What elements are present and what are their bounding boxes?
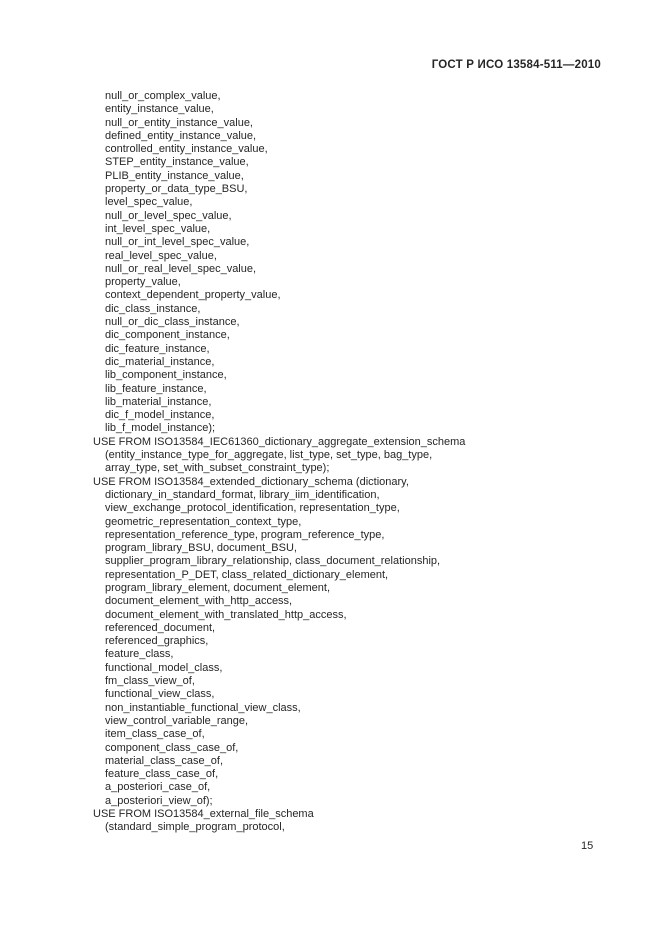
code-line: dic_class_instance, [105, 302, 201, 315]
code-line: view_exchange_protocol_identification, representation_type, [105, 502, 400, 515]
code-line: dic_material_instance, [105, 355, 215, 368]
code-listing [93, 90, 613, 835]
code-line: property_value, [105, 276, 181, 289]
code-line: lib_f_model_instance); [105, 422, 216, 435]
code-line: representation_reference_type, program_reference_type, [105, 528, 385, 541]
code-line: dictionary_in_standard_format, library_iim_identification, [105, 488, 380, 501]
code-line: fm_class_view_of, [105, 675, 195, 688]
code-line: representation_P_DET, class_related_dictionary_element, [105, 568, 389, 581]
code-line: context_dependent_property_value, [105, 289, 281, 302]
code-line: int_level_spec_value, [105, 222, 211, 235]
code-line: feature_class, [105, 648, 174, 661]
code-line: referenced_document, [105, 621, 216, 634]
code-line: a_posteriori_view_of); [105, 794, 213, 807]
code-line: real_level_spec_value, [105, 249, 217, 262]
code-line: item_class_case_of, [105, 728, 205, 741]
code-line: controlled_entity_instance_value, [105, 143, 268, 156]
code-line: material_class_case_of, [105, 754, 224, 767]
code-line: document_element_with_http_access, [105, 595, 293, 608]
code-line: a_posteriori_case_of, [105, 781, 211, 794]
code-line: lib_component_instance, [105, 369, 227, 382]
code-line: dic_component_instance, [105, 329, 230, 342]
code-line: program_library_BSU, document_BSU, [105, 542, 297, 555]
code-line: lib_material_instance, [105, 395, 212, 408]
code-line: functional_view_class, [105, 688, 215, 701]
code-line: component_class_case_of, [105, 741, 239, 754]
code-line: null_or_complex_value, [105, 90, 221, 102]
code-line: (entity_instance_type_for_aggregate, list_type, set_type, bag_type, [105, 449, 433, 462]
code-line: property_or_data_type_BSU, [105, 183, 248, 196]
code-line: (standard_simple_program_protocol, [105, 821, 285, 834]
code-line: STEP_entity_instance_value, [105, 156, 249, 169]
code-line: USE FROM ISO13584_external_file_schema [93, 808, 314, 821]
code-line: PLIB_entity_instance_value, [105, 169, 244, 182]
code-line: feature_class_case_of, [105, 768, 219, 781]
code-line: USE FROM ISO13584_extended_dictionary_schema (dictionary, [93, 475, 409, 488]
code-line: null_or_entity_instance_value, [105, 116, 253, 129]
code-line: non_instantiable_functional_view_class, [105, 701, 301, 714]
code-line: supplier_program_library_relationship, class_document_relationship, [105, 555, 441, 568]
code-line: entity_instance_value, [105, 103, 214, 116]
code-line: document_element_with_translated_http_access, [105, 608, 347, 621]
code-line: program_library_element, document_element, [105, 581, 331, 594]
running-header: ГОСТ Р ИСО 13584-511—2010 [431, 59, 601, 71]
code-line: referenced_graphics, [105, 635, 209, 648]
code-line: dic_feature_instance, [105, 342, 210, 355]
code-line: view_control_variable_range, [105, 714, 249, 727]
page-number: 15 [581, 840, 594, 852]
code-line: geometric_representation_context_type, [105, 515, 302, 528]
code-line: lib_feature_instance, [105, 382, 207, 395]
code-line: dic_f_model_instance, [105, 409, 215, 422]
code-line: defined_entity_instance_value, [105, 129, 257, 142]
code-line: null_or_int_level_spec_value, [105, 236, 250, 249]
code-line: null_or_level_spec_value, [105, 209, 232, 222]
code-line: array_type, set_with_subset_constraint_type); [105, 462, 330, 475]
code-line: level_spec_value, [105, 196, 193, 209]
code-line: null_or_real_level_spec_value, [105, 262, 257, 275]
code-line: functional_model_class, [105, 661, 223, 674]
code-line: USE FROM ISO13584_IEC61360_dictionary_aggregate_extension_schema [93, 435, 466, 448]
code-line: null_or_dic_class_instance, [105, 316, 240, 329]
